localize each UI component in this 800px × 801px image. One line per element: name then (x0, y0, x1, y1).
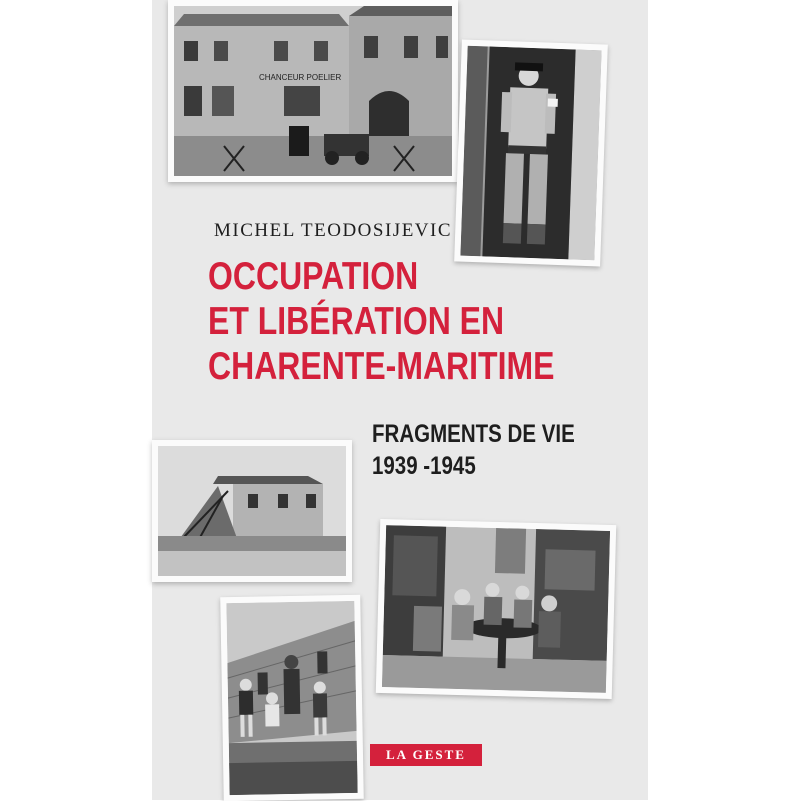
book-subtitle (372, 418, 575, 482)
title-line-3: CHARENTE-MARITIME (208, 345, 555, 388)
title-line-2: ET LIBÉRATION EN (208, 300, 505, 343)
photo-children-barracks (220, 595, 364, 801)
publisher-badge: LA GESTE (370, 744, 482, 766)
subtitle-line-1: FRAGMENTS DE VIE (372, 420, 575, 448)
photo-street-scene (168, 0, 458, 182)
photo-soldier-portrait (454, 40, 608, 267)
shop-sign-text: CHANCEUR POELIER (259, 73, 342, 82)
photo-ruined-house (152, 440, 352, 582)
title-line-1: OCCUPATION (208, 255, 419, 298)
author-name: MICHEL TEODOSIJEVIC (214, 220, 453, 241)
book-title (208, 254, 554, 389)
photo-interior-gathering (376, 519, 616, 699)
subtitle-line-2: 1939 -1945 (372, 452, 476, 480)
